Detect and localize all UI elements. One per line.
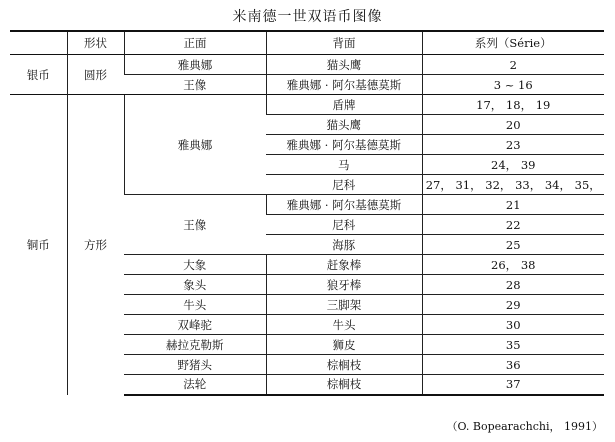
reverse-cell: 尼科 bbox=[266, 215, 422, 235]
reverse-cell: 雅典娜 · 阿尔基德莫斯 bbox=[266, 135, 422, 155]
header-type bbox=[10, 31, 67, 55]
reverse-cell: 棕榈枝 bbox=[266, 375, 422, 395]
obverse-cell: 雅典娜 bbox=[124, 55, 266, 75]
series-cell: 22 bbox=[422, 215, 604, 235]
reverse-cell: 猫头鹰 bbox=[266, 115, 422, 135]
reverse-cell: 雅典娜 · 阿尔基德莫斯 bbox=[266, 195, 422, 215]
reverse-cell: 赶象棒 bbox=[266, 255, 422, 275]
header-row bbox=[10, 31, 604, 55]
series-cell: 17， 18， 19 bbox=[422, 95, 604, 115]
header-reverse: 背面 bbox=[266, 31, 422, 55]
obverse-cell: 野猪头 bbox=[124, 355, 266, 375]
series-cell: 30 bbox=[422, 315, 604, 335]
series-cell: 26， 38 bbox=[422, 255, 604, 275]
obverse-cell: 象头 bbox=[124, 275, 266, 295]
reverse-cell: 马 bbox=[266, 155, 422, 175]
reverse-cell: 海豚 bbox=[266, 235, 422, 255]
reverse-cell: 棕榈枝 bbox=[266, 355, 422, 375]
obverse-cell: 赫拉克勒斯 bbox=[124, 335, 266, 355]
series-cell: 35 bbox=[422, 335, 604, 355]
series-cell: 29 bbox=[422, 295, 604, 315]
reverse-cell: 牛头 bbox=[266, 315, 422, 335]
table-title: 米南德一世双语币图像 bbox=[232, 9, 383, 25]
table-row bbox=[10, 55, 604, 75]
series-cell: 28 bbox=[422, 275, 604, 295]
obverse-cell: 双峰驼 bbox=[124, 315, 266, 335]
coin-table bbox=[10, 30, 604, 396]
series-cell: 3 ~ 16 bbox=[422, 75, 604, 95]
reverse-cell: 猫头鹰 bbox=[266, 55, 422, 75]
table-row bbox=[10, 95, 604, 115]
reverse-cell: 雅典娜 · 阿尔基德莫斯 bbox=[266, 75, 422, 95]
reverse-cell: 三脚架 bbox=[266, 295, 422, 315]
reverse-cell: 尼科 bbox=[266, 175, 422, 195]
reverse-cell: 盾牌 bbox=[266, 95, 422, 115]
obverse-cell: 大象 bbox=[124, 255, 266, 275]
reverse-cell: 狼牙棒 bbox=[266, 275, 422, 295]
series-cell: 20 bbox=[422, 115, 604, 135]
header-shape: 形状 bbox=[67, 31, 124, 55]
series-cell: 25 bbox=[422, 235, 604, 255]
obverse-cell: 法轮 bbox=[124, 375, 266, 395]
series-cell: 37 bbox=[422, 375, 604, 395]
metal-silver: 银币 bbox=[10, 55, 67, 95]
shape-round: 圆形 bbox=[67, 55, 124, 95]
header-obverse: 正面 bbox=[124, 31, 266, 55]
shape-square: 方形 bbox=[67, 95, 124, 395]
obverse-athena-group: 雅典娜 bbox=[124, 95, 266, 195]
reverse-cell: 狮皮 bbox=[266, 335, 422, 355]
series-cell: 21 bbox=[422, 195, 604, 215]
obverse-cell: 王像 bbox=[124, 75, 266, 95]
header-series: 系列（Série） bbox=[422, 31, 604, 55]
series-cell: 23 bbox=[422, 135, 604, 155]
source-citation: （O. Bopearachchi， 1991） bbox=[446, 420, 603, 433]
series-cell: 36 bbox=[422, 355, 604, 375]
series-cell: 2 bbox=[422, 55, 604, 75]
obverse-king-group: 王像 bbox=[124, 195, 266, 255]
series-cell: 24， 39 bbox=[422, 155, 604, 175]
series-cell: 27， 31， 32， 33， 34， 35， bbox=[422, 175, 604, 195]
obverse-cell: 牛头 bbox=[124, 295, 266, 315]
metal-bronze: 铜币 bbox=[10, 95, 67, 395]
